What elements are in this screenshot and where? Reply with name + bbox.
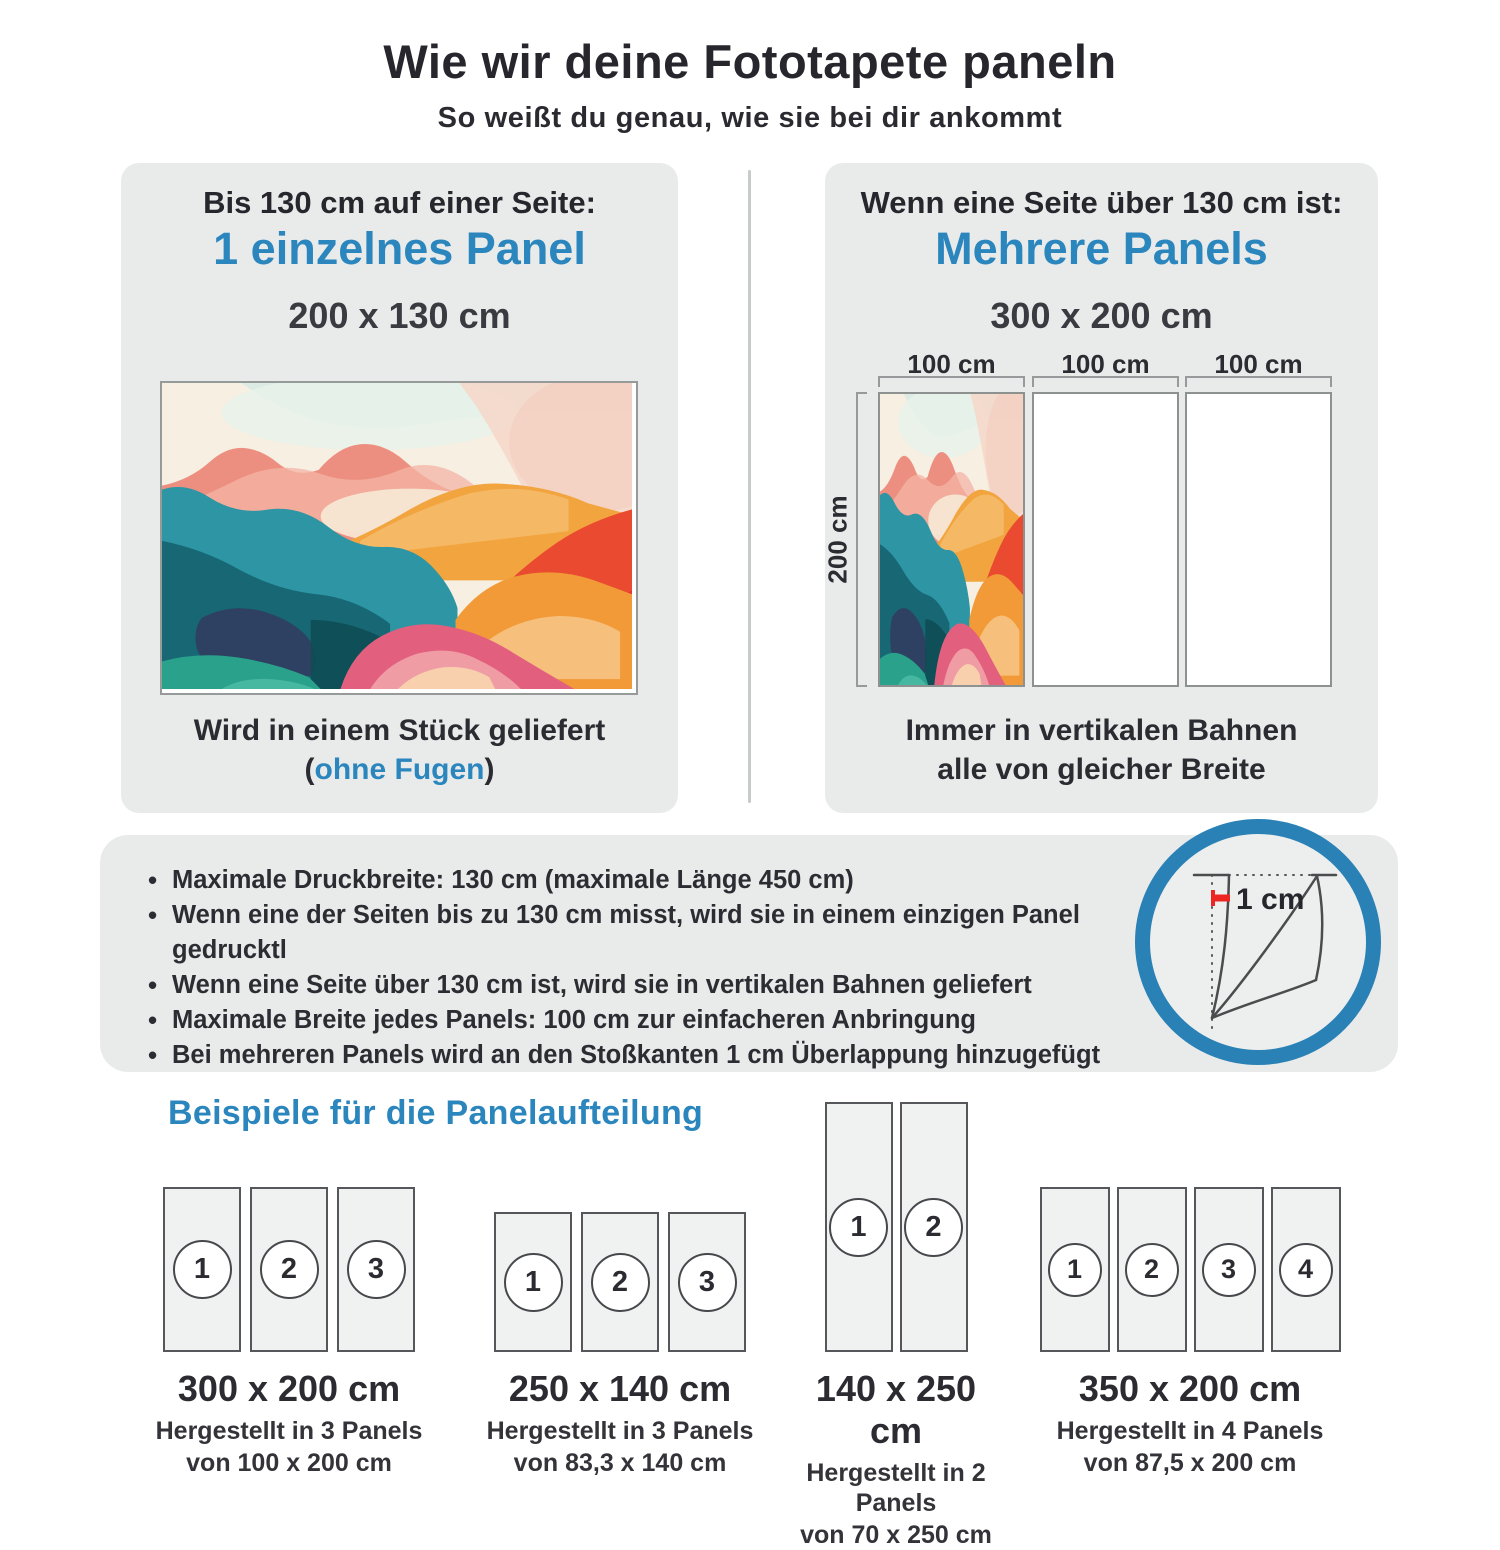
example-1-line2: von 100 x 200 cm: [186, 1449, 392, 1477]
multi-panel-subheading: Mehrere Panels: [935, 223, 1268, 274]
height-label-wrap: [821, 392, 855, 687]
panel-number-badge: 3: [347, 1240, 406, 1299]
panel: [250, 1187, 328, 1352]
single-panel-card: [121, 163, 678, 813]
example-3-line1: Hergestellt in 2 Panels: [806, 1459, 986, 1517]
wallpaper-preview-image: [160, 381, 638, 695]
example-1-dimensions: 300 x 200 cm: [177, 1368, 401, 1409]
overlap-detail-badge: [1135, 819, 1381, 1065]
multi-panel-footer: [825, 711, 1378, 789]
single-panel-footer: [121, 711, 678, 789]
watercolor-landscape-art: [162, 383, 632, 689]
image-strip-1: [878, 392, 1025, 687]
multi-panel-heading: Wenn eine Seite über 130 cm ist:: [860, 185, 1343, 220]
panel: [1040, 1187, 1110, 1352]
example-4-panels: [1025, 1102, 1355, 1352]
multi-panel-card: [822, 163, 1378, 813]
image-strip-2: [1032, 392, 1179, 687]
example-4-line1: Hergestellt in 4 Panels: [1056, 1417, 1324, 1445]
example-140x250: [786, 1102, 1006, 1550]
panel-number-badge: 1: [829, 1198, 888, 1257]
width-bracket-3: [1185, 376, 1332, 387]
page-subtitle: So weißt du genau, wie sie bei dir ankommt: [437, 102, 1063, 134]
panel-number-badge: 1: [173, 1240, 232, 1299]
example-4-line2: von 87,5 x 200 cm: [1083, 1449, 1297, 1477]
panel-number-badge: 4: [1279, 1243, 1333, 1297]
info-bullet-2: • Wenn eine der Seiten bis zu 130 cm misst, wird sie in einem einzigen Panel gedrucktl: [148, 898, 1148, 968]
image-strip-3: [1185, 392, 1332, 687]
panel: [163, 1187, 241, 1352]
panel: [1117, 1187, 1187, 1352]
page-curl-overlap-icon: [1150, 834, 1366, 1050]
panel-number-badge: 3: [1202, 1243, 1256, 1297]
example-2-line1: Hergestellt in 3 Panels: [486, 1417, 754, 1445]
paneled-image: [878, 392, 1332, 687]
example-2-dimensions: 250 x 140 cm: [508, 1368, 732, 1409]
height-label: 200 cm: [822, 495, 853, 584]
info-bullet-list: [100, 835, 1148, 1073]
info-bullet-1: • Maximale Druckbreite: 130 cm (maximale Länge 450 cm): [148, 863, 1148, 898]
example-350x200: [1025, 1102, 1355, 1478]
panel: [900, 1102, 968, 1352]
height-bracket: [856, 392, 867, 687]
width-bracket-2: [1032, 376, 1179, 387]
panel-number-badge: 2: [591, 1253, 650, 1312]
example-300x200: [129, 1102, 449, 1478]
panel-number-badge: 2: [1125, 1243, 1179, 1297]
width-bracket-1: [878, 376, 1025, 387]
page-title: Wie wir deine Fototapete paneln: [383, 35, 1117, 88]
example-2-line2: von 83,3 x 140 cm: [513, 1449, 727, 1477]
panel: [668, 1212, 746, 1352]
panel-number-badge: 1: [1048, 1243, 1102, 1297]
info-bullet-3: • Wenn eine Seite über 130 cm ist, wird sie in vertikalen Bahnen geliefert: [148, 968, 1148, 1003]
example-1-panels: [129, 1102, 449, 1352]
multi-panel-footer-line2: alle von gleicher Breite: [937, 753, 1266, 786]
width-label-3: 100 cm: [1214, 349, 1303, 379]
overlap-size-label: 1 cm: [1236, 883, 1305, 916]
example-3-line2: von 70 x 250 cm: [800, 1521, 992, 1549]
example-250x140: [460, 1102, 780, 1478]
example-3-dimensions: 140 x 250 cm: [815, 1368, 977, 1451]
paren-open: (: [304, 753, 315, 786]
panel-number-badge: 2: [904, 1198, 963, 1257]
example-3-panels: [786, 1102, 1006, 1352]
card-divider: [748, 170, 751, 803]
panel: [825, 1102, 893, 1352]
width-label-1: 100 cm: [907, 349, 996, 379]
examples-heading: Beispiele für die Panelaufteilung: [168, 1094, 704, 1132]
panel: [581, 1212, 659, 1352]
panel: [1271, 1187, 1341, 1352]
width-label-2: 100 cm: [1061, 349, 1150, 379]
panel-number-badge: 1: [504, 1253, 563, 1312]
info-bullet-5: • Bei mehreren Panels wird an den Stoßkanten 1 cm Überlappung hinzugefügt: [148, 1038, 1148, 1073]
panel-number-badge: 2: [260, 1240, 319, 1299]
example-1-line1: Hergestellt in 3 Panels: [155, 1417, 423, 1445]
single-panel-dimensions: 200 x 130 cm: [288, 295, 511, 336]
example-4-dimensions: 350 x 200 cm: [1078, 1368, 1302, 1409]
panel: [337, 1187, 415, 1352]
single-panel-footer-highlight: ohne Fugen: [314, 753, 485, 786]
paren-close: ): [484, 753, 495, 786]
info-bullet-4: • Maximale Breite jedes Panels: 100 cm zur einfacheren Anbringung: [148, 1003, 1148, 1038]
multi-panel-dimensions: 300 x 200 cm: [990, 295, 1213, 336]
panel-number-badge: 3: [678, 1253, 737, 1312]
multi-panel-footer-line1: Immer in vertikalen Bahnen: [905, 714, 1298, 747]
single-panel-subheading: 1 einzelnes Panel: [213, 223, 586, 274]
single-panel-heading: Bis 130 cm auf einer Seite:: [203, 185, 596, 220]
panel: [1194, 1187, 1264, 1352]
example-2-panels: [460, 1102, 780, 1352]
single-panel-footer-line1: Wird in einem Stück geliefert: [193, 714, 606, 747]
panel: [494, 1212, 572, 1352]
